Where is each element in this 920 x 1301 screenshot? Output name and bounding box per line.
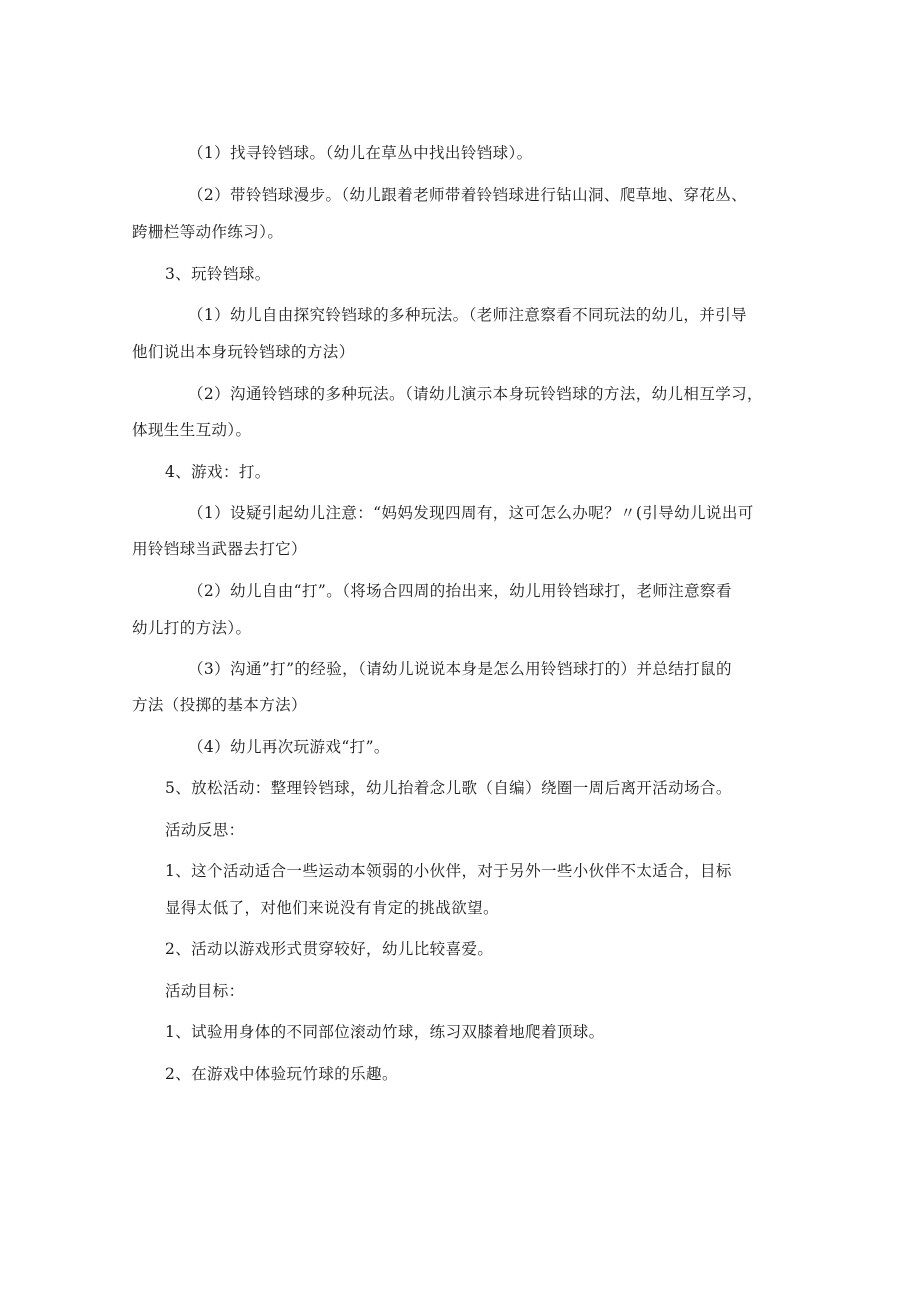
- text-line: （1）幼儿自由探究铃铛球的多种玩法。（老师注意察看不同玩法的幼儿，并引导: [188, 306, 748, 324]
- text-line: 体现生生互动）。: [132, 421, 252, 439]
- text-line: 跨栅栏等动作练习）。: [132, 223, 284, 241]
- text-line: （3）沟通”打”的经验，（请幼儿说说本身是怎么用铃铛球打的）并总结打鼠的: [188, 660, 732, 678]
- text-line: （4）幼儿再次玩游戏“打”。: [188, 738, 390, 756]
- text-line: 1、这个活动适合一些运动本领弱的小伙伴，对于另外一些小伙伴不太适合，目标: [165, 862, 732, 880]
- section-heading: 活动目标：: [165, 982, 245, 1000]
- text-line: 他们说出本身玩铃铛球的方法）: [132, 343, 355, 361]
- text-line: （1）设疑引起幼儿注意：“妈妈发现四周有，这可怎么办呢？〃(引导幼儿说出可: [188, 504, 754, 522]
- text-line: 方法（投掷的基本方法）: [132, 696, 307, 714]
- text-line: 显得太低了，对他们来说没有肯定的挑战欲望。: [165, 899, 499, 917]
- text-line: 3、玩铃铛球。: [165, 265, 271, 283]
- text-line: 5、放松活动：整理铃铛球，幼儿抬着念儿歌（自编）绕圈一周后离开活动场合。: [165, 779, 732, 797]
- text-line: （2）沟通铃铛球的多种玩法。（请幼儿演示本身玩铃铛球的方法，幼儿相互学习，: [188, 385, 763, 403]
- text-line: （2）带铃铛球漫步。（幼儿跟着老师带着铃铛球进行钻山洞、爬草地、穿花丛、: [188, 186, 748, 204]
- text-line: 用铃铛球当武器去打它）: [132, 540, 307, 558]
- text-line: 1、试验用身体的不同部位滚动竹球，练习双膝着地爬着顶球。: [165, 1023, 605, 1041]
- section-heading: 活动反思：: [165, 821, 245, 839]
- text-line: 4、游戏：打。: [165, 463, 271, 481]
- text-line: 2、在游戏中体验玩竹球的乐趣。: [165, 1065, 398, 1083]
- text-line: 幼儿打的方法）。: [132, 619, 252, 637]
- text-line: 2、活动以游戏形式贯穿较好，幼儿比较喜爱。: [165, 940, 494, 958]
- text-line: （1）找寻铃铛球。（幼儿在草丛中找出铃铛球）。: [188, 144, 533, 162]
- text-line: （2）幼儿自由“打”。（将场合四周的抬出来，幼儿用铃铛球打，老师注意察看: [188, 582, 732, 600]
